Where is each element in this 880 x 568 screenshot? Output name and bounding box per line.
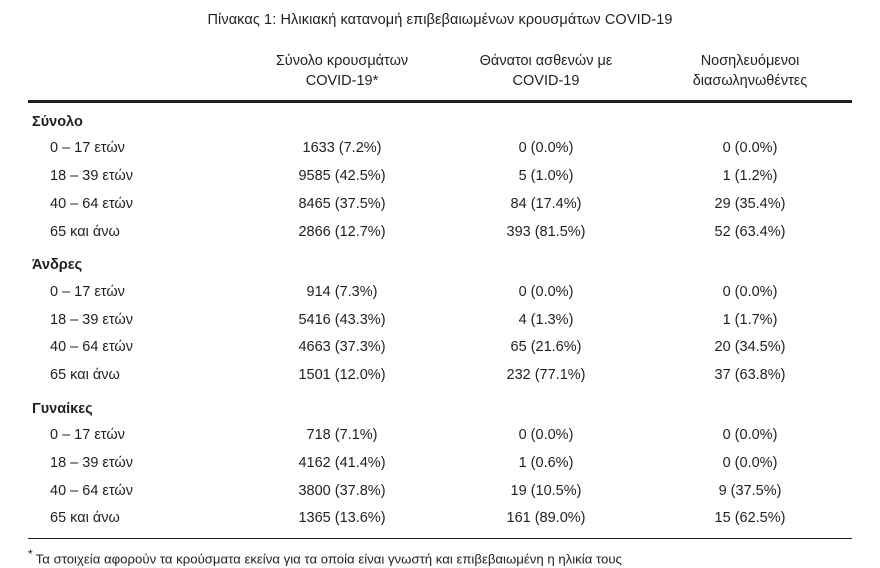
row-label: 0 – 17 ετών bbox=[50, 140, 125, 157]
row-intubated: 20 (34.5%) bbox=[714, 339, 786, 356]
row-deaths: 393 (81.5%) bbox=[506, 224, 586, 240]
row-deaths: 84 (17.4%) bbox=[510, 196, 582, 213]
row-cases: 1501 (12.0%) bbox=[298, 367, 386, 384]
group-blank-cell bbox=[444, 390, 648, 422]
row-label: 18 – 39 ετών bbox=[50, 311, 133, 328]
row-label: 40 – 64 ετών bbox=[50, 339, 133, 356]
row-cases: 8465 (37.5%) bbox=[298, 196, 386, 213]
row-intubated: 15 (62.5%) bbox=[714, 510, 786, 527]
group-blank-cell bbox=[648, 103, 852, 135]
row-intubated: 37 (63.8%) bbox=[714, 367, 786, 384]
group-blank-cell bbox=[240, 246, 444, 278]
header-cell-deaths bbox=[444, 42, 648, 101]
group-blank-cell bbox=[444, 103, 648, 135]
row-deaths: 5 (1.0%) bbox=[518, 168, 574, 185]
table-row bbox=[28, 477, 852, 505]
row-deaths: 1 (0.6%) bbox=[518, 454, 574, 471]
row-deaths: 0 (0.0%) bbox=[518, 426, 574, 443]
row-cases: 5416 (43.3%) bbox=[298, 311, 386, 328]
row-deaths: 161 (89.0%) bbox=[506, 510, 586, 527]
row-deaths: 65 (21.6%) bbox=[510, 339, 582, 356]
row-intubated: 29 (35.4%) bbox=[714, 196, 786, 213]
row-intubated: 1 (1.7%) bbox=[722, 311, 778, 328]
table-row bbox=[28, 505, 852, 533]
row-label: 40 – 64 ετών bbox=[50, 196, 133, 213]
row-cases: 9585 (42.5%) bbox=[298, 168, 386, 185]
row-label: 65 και άνω bbox=[50, 224, 120, 240]
row-cases: 2866 (12.7%) bbox=[298, 224, 386, 240]
footnote-text: Τα στοιχεία αφορούν τα κρούσματα εκείνα για τα οποία είναι γνωστή και επιβεβαιωμένη η ηλικία τους bbox=[35, 551, 622, 567]
table-group-row bbox=[28, 390, 852, 422]
row-cases: 1633 (7.2%) bbox=[302, 140, 382, 157]
row-cases: 1365 (13.6%) bbox=[298, 510, 386, 527]
header-cell-intubated bbox=[648, 42, 852, 101]
table-row bbox=[28, 421, 852, 449]
table-group-row bbox=[28, 246, 852, 278]
row-deaths: 19 (10.5%) bbox=[510, 482, 582, 499]
group-blank-cell bbox=[240, 390, 444, 422]
row-intubated: 52 (63.4%) bbox=[714, 224, 786, 240]
header-cell-total-cases bbox=[240, 42, 444, 101]
row-label: 40 – 64 ετών bbox=[50, 482, 133, 499]
table-row bbox=[28, 135, 852, 163]
table-row bbox=[28, 219, 852, 247]
row-deaths: 232 (77.1%) bbox=[506, 367, 586, 384]
row-intubated: 0 (0.0%) bbox=[722, 283, 778, 300]
header-deaths-line2: COVID-19 bbox=[512, 72, 580, 89]
row-cases: 4162 (41.4%) bbox=[298, 454, 386, 471]
table-caption: Πίνακας 1: Ηλικιακή κατανομή επιβεβαιωμένων κρουσμάτων COVID-19 bbox=[207, 12, 673, 28]
row-cases: 718 (7.1%) bbox=[306, 426, 378, 443]
table-row bbox=[28, 306, 852, 334]
table-header bbox=[28, 42, 852, 101]
group-label-women: Γυναίκες bbox=[32, 400, 93, 417]
row-cases: 914 (7.3%) bbox=[306, 283, 378, 300]
group-label-total: Σύνολο bbox=[32, 114, 83, 131]
header-cell-empty bbox=[28, 42, 240, 101]
row-intubated: 0 (0.0%) bbox=[722, 454, 778, 471]
row-deaths: 0 (0.0%) bbox=[518, 283, 574, 300]
row-label: 18 – 39 ετών bbox=[50, 454, 133, 471]
group-blank-cell bbox=[444, 246, 648, 278]
group-blank-cell bbox=[240, 103, 444, 135]
header-intubated-line1: Νοσηλευόμενοι bbox=[700, 53, 800, 69]
table-row bbox=[28, 278, 852, 306]
row-deaths: 4 (1.3%) bbox=[518, 311, 574, 328]
group-label-men: Άνδρες bbox=[32, 257, 83, 274]
group-blank-cell bbox=[648, 246, 852, 278]
table-row bbox=[28, 334, 852, 362]
group-blank-cell bbox=[648, 390, 852, 422]
row-intubated: 0 (0.0%) bbox=[722, 426, 778, 443]
age-distribution-table bbox=[28, 42, 852, 539]
table-row bbox=[28, 191, 852, 219]
footnote-marker: * bbox=[28, 546, 33, 561]
header-total-cases-line1: Σύνολο κρουσμάτων bbox=[275, 53, 409, 69]
row-cases: 4663 (37.3%) bbox=[298, 339, 386, 356]
header-deaths-line1: Θάνατοι ασθενών με bbox=[479, 53, 613, 69]
row-intubated: 1 (1.2%) bbox=[722, 168, 778, 185]
row-cases: 3800 (37.8%) bbox=[298, 482, 386, 499]
table-group-row bbox=[28, 103, 852, 135]
table-footnote bbox=[28, 539, 852, 568]
row-label: 65 και άνω bbox=[50, 510, 120, 527]
row-label: 18 – 39 ετών bbox=[50, 168, 133, 185]
table-row bbox=[28, 362, 852, 390]
table-row bbox=[28, 449, 852, 477]
row-label: 0 – 17 ετών bbox=[50, 283, 125, 300]
row-label: 65 και άνω bbox=[50, 367, 120, 384]
row-label: 0 – 17 ετών bbox=[50, 426, 125, 443]
row-intubated: 9 (37.5%) bbox=[718, 482, 782, 499]
table-header-row bbox=[28, 42, 852, 101]
row-intubated: 0 (0.0%) bbox=[722, 140, 778, 157]
row-deaths: 0 (0.0%) bbox=[518, 140, 574, 157]
table-row bbox=[28, 163, 852, 191]
header-total-cases-line2: COVID-19* bbox=[305, 72, 379, 89]
header-intubated-line2: διασωληνωθέντες bbox=[692, 72, 808, 89]
